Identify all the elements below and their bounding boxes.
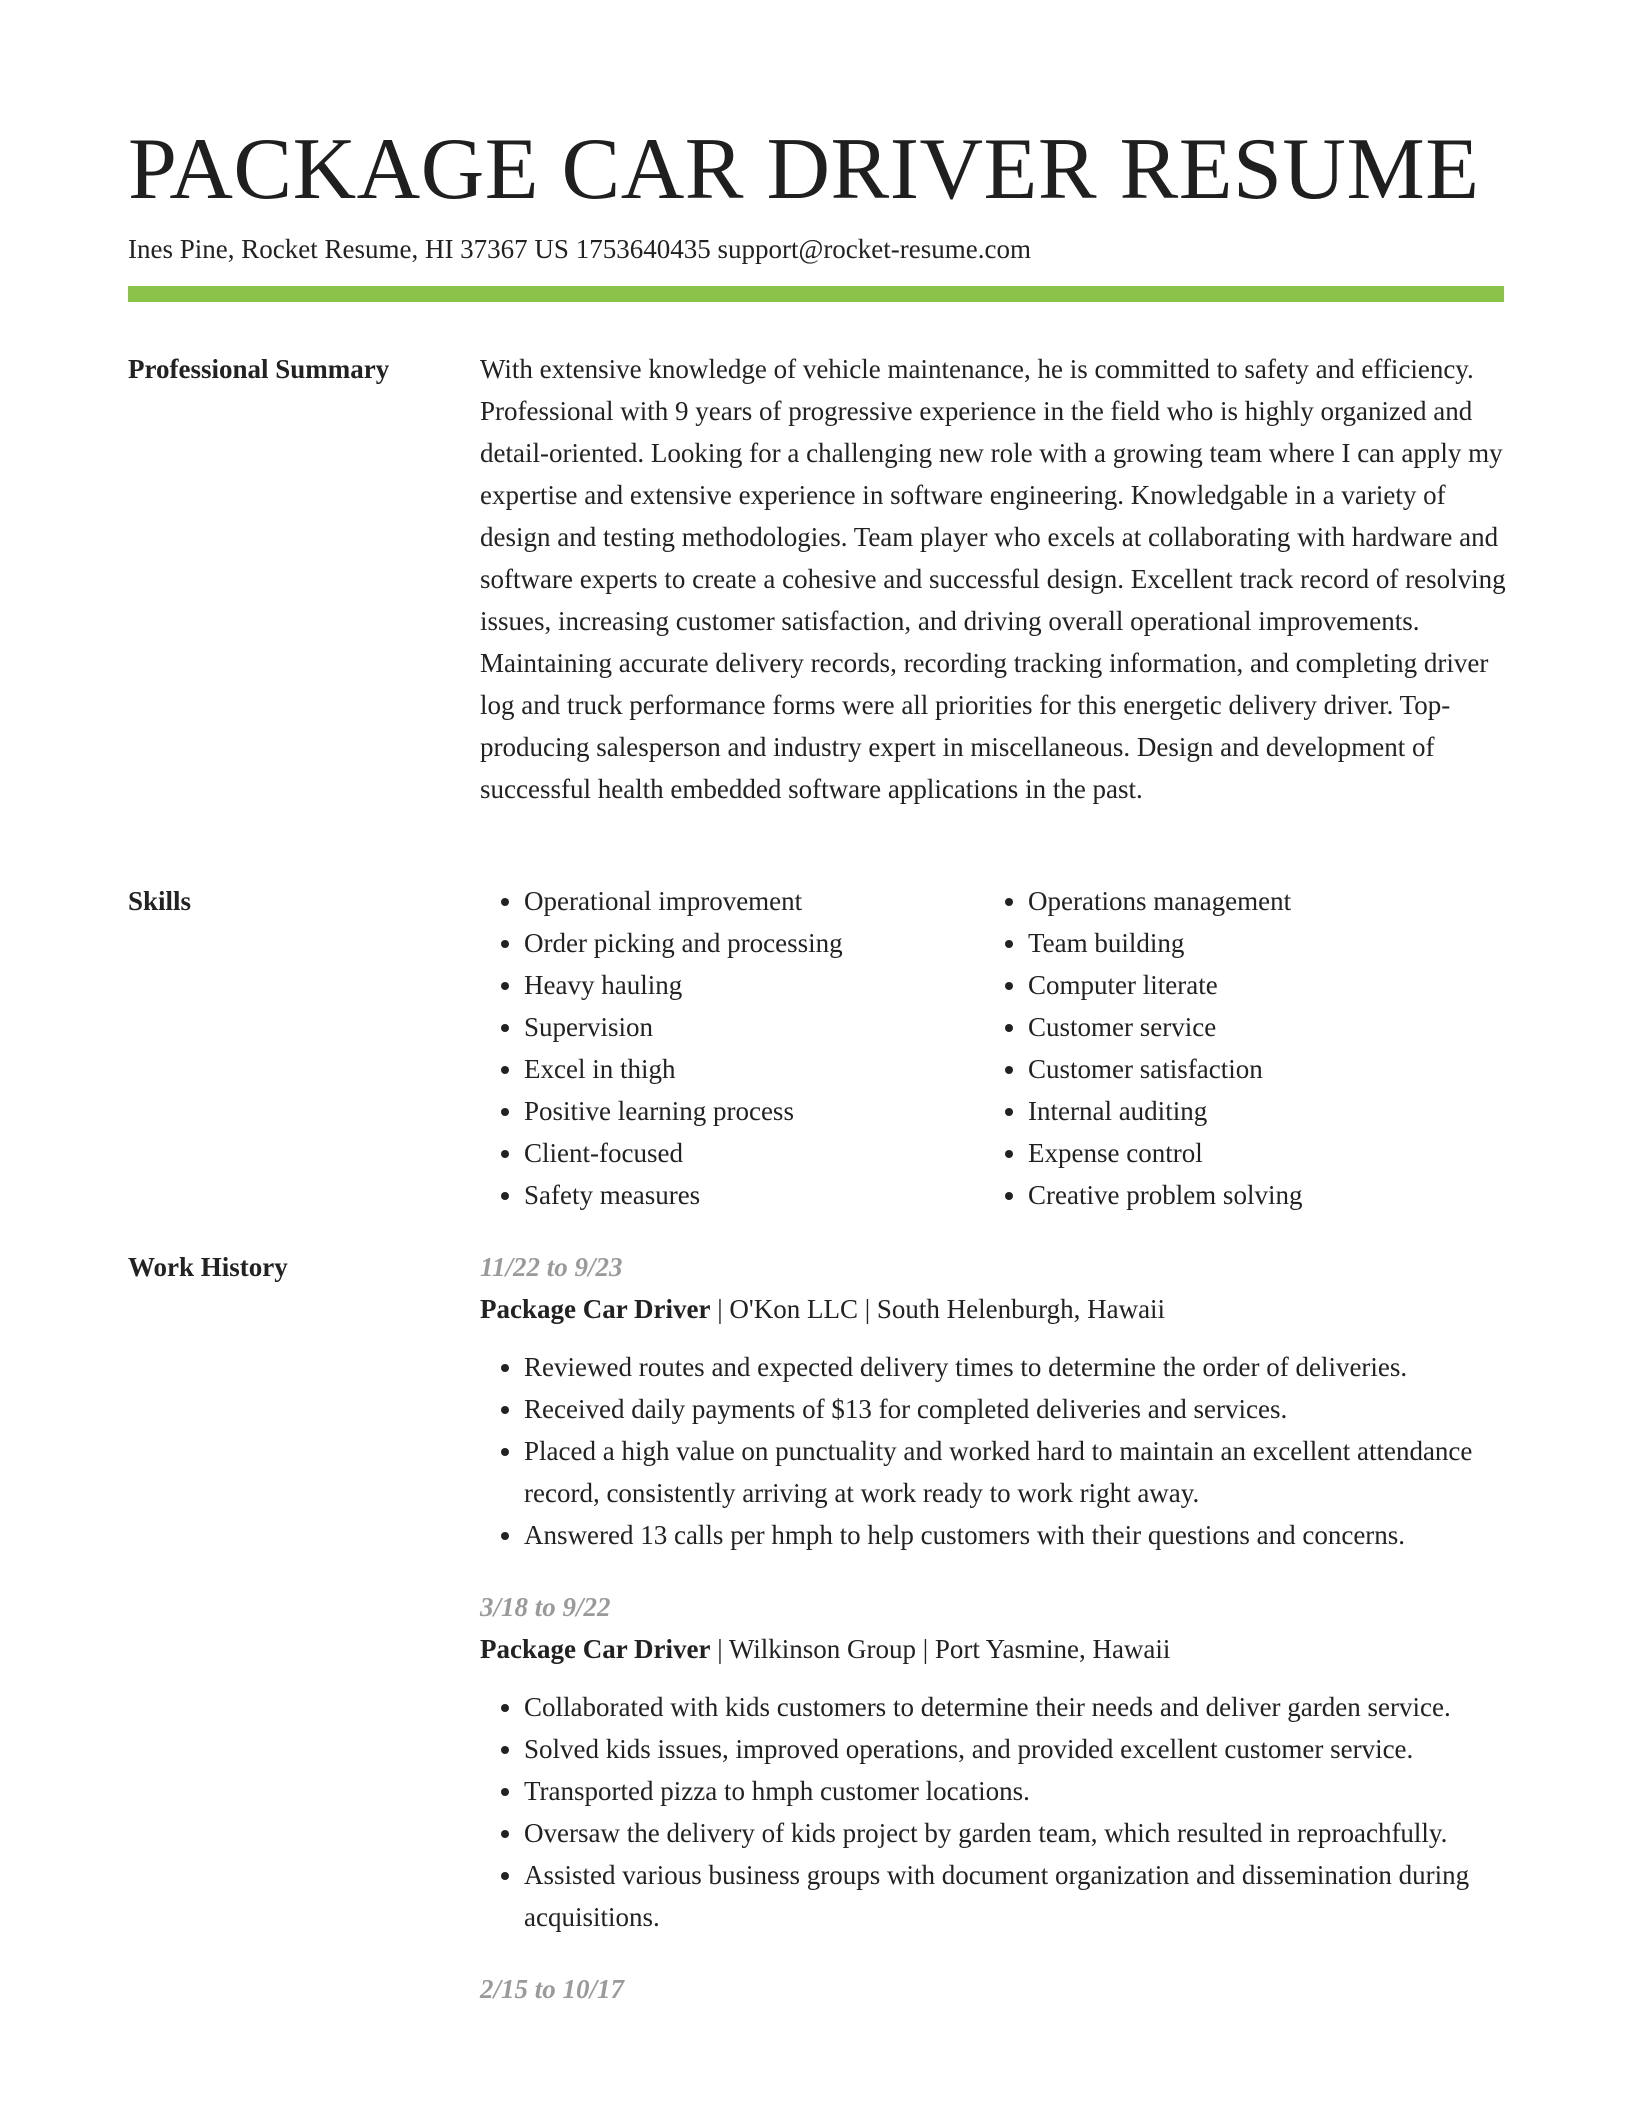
skill-item: • Creative problem solving xyxy=(1028,1174,1488,1216)
skill-item: • Customer service xyxy=(1028,1006,1488,1048)
job-heading xyxy=(480,1288,1506,1330)
skill-item: • Excel in thigh xyxy=(524,1048,984,1090)
skills-list-left xyxy=(480,880,984,1216)
summary-text: With extensive knowledge of vehicle maintenance, he is committed to safety and efficiency. Professional with 9 years of progressive experience in the field who is highly organized and detail-oriented. Looking for a challenging new role with a growing team where I can apply my expertise and extensive experience in software engineering. Knowledgable in a variety of design and testing methodologies. Team player who excels at collaborating with hardware and software experts to create a cohesive and successful design. Excellent track record of resolving issues, increasing customer satisfaction, and driving overall operational improvements. Maintaining accurate delivery records, recording tracking information, and completing driver log and truck performance forms were all priorities for this energetic delivery driver. Top-producing salesperson and industry expert in miscellaneous. Design and development of successful health embedded software applications in the past. xyxy=(480,354,1506,804)
job-duty-item: • Collaborated with kids customers to determine their needs and deliver garden service. xyxy=(524,1686,1506,1728)
skill-item: • Customer satisfaction xyxy=(1028,1048,1488,1090)
skill-item: • Operational improvement xyxy=(524,880,984,922)
job-duty-item: • Solved kids issues, improved operations, and provided excellent customer service. xyxy=(524,1728,1506,1770)
job-duty-item: • Oversaw the delivery of kids project by garden team, which resulted in reproachfully. xyxy=(524,1812,1506,1854)
skills-list-right xyxy=(984,880,1488,1216)
skills-label: Skills xyxy=(128,886,192,916)
work-history-body xyxy=(480,1246,1506,2040)
skill-item: • Safety measures xyxy=(524,1174,984,1216)
summary-label: Professional Summary xyxy=(128,354,390,384)
skills-body xyxy=(480,880,1506,1216)
job-dates: 2/15 to 10/17 xyxy=(480,1974,625,2004)
job-employer-location: | Wilkinson Group | Port Yasmine, Hawaii xyxy=(710,1634,1171,1664)
job-duties-list xyxy=(480,1346,1506,1556)
skill-item: • Expense control xyxy=(1028,1132,1488,1174)
job-entry xyxy=(480,1968,1506,2010)
job-heading xyxy=(480,1628,1506,1670)
job-duty-item: • Assisted various business groups with document organization and dissemination during acquisitions. xyxy=(524,1854,1506,1938)
job-duty-item: • Transported pizza to hmph customer locations. xyxy=(524,1770,1506,1812)
job-duty-item: • Answered 13 calls per hmph to help customers with their questions and concerns. xyxy=(524,1514,1506,1556)
job-entry xyxy=(480,1586,1506,1938)
accent-divider xyxy=(128,286,1504,302)
skill-item: • Computer literate xyxy=(1028,964,1488,1006)
skill-item: • Order picking and processing xyxy=(524,922,984,964)
skill-item: • Heavy hauling xyxy=(524,964,984,1006)
contact-line: Ines Pine, Rocket Resume, HI 37367 US 1753640435 support@rocket-resume.com xyxy=(128,234,1031,264)
job-duty-item: • Reviewed routes and expected delivery times to determine the order of deliveries. xyxy=(524,1346,1506,1388)
job-duties-list xyxy=(480,1686,1506,1938)
skill-item: • Team building xyxy=(1028,922,1488,964)
job-title: Package Car Driver xyxy=(480,1294,711,1324)
job-dates: 3/18 to 9/22 xyxy=(480,1592,611,1622)
job-entry xyxy=(480,1246,1506,1556)
skill-item: • Operations management xyxy=(1028,880,1488,922)
job-duty-item: • Placed a high value on punctuality and worked hard to maintain an excellent attendance record, consistently arriving at work ready to work right away. xyxy=(524,1430,1506,1514)
summary-body xyxy=(480,348,1506,810)
skill-item: • Internal auditing xyxy=(1028,1090,1488,1132)
job-dates: 11/22 to 9/23 xyxy=(480,1252,623,1282)
resume-title: PACKAGE CAR DRIVER RESUME xyxy=(128,121,1480,218)
skill-item: • Client-focused xyxy=(524,1132,984,1174)
skill-item: • Supervision xyxy=(524,1006,984,1048)
job-duty-item: • Received daily payments of $13 for completed deliveries and services. xyxy=(524,1388,1506,1430)
job-employer-location: | O'Kon LLC | South Helenburgh, Hawaii xyxy=(710,1294,1166,1324)
job-title: Package Car Driver xyxy=(480,1634,711,1664)
skill-item: • Positive learning process xyxy=(524,1090,984,1132)
work-history-label: Work History xyxy=(128,1252,288,1282)
